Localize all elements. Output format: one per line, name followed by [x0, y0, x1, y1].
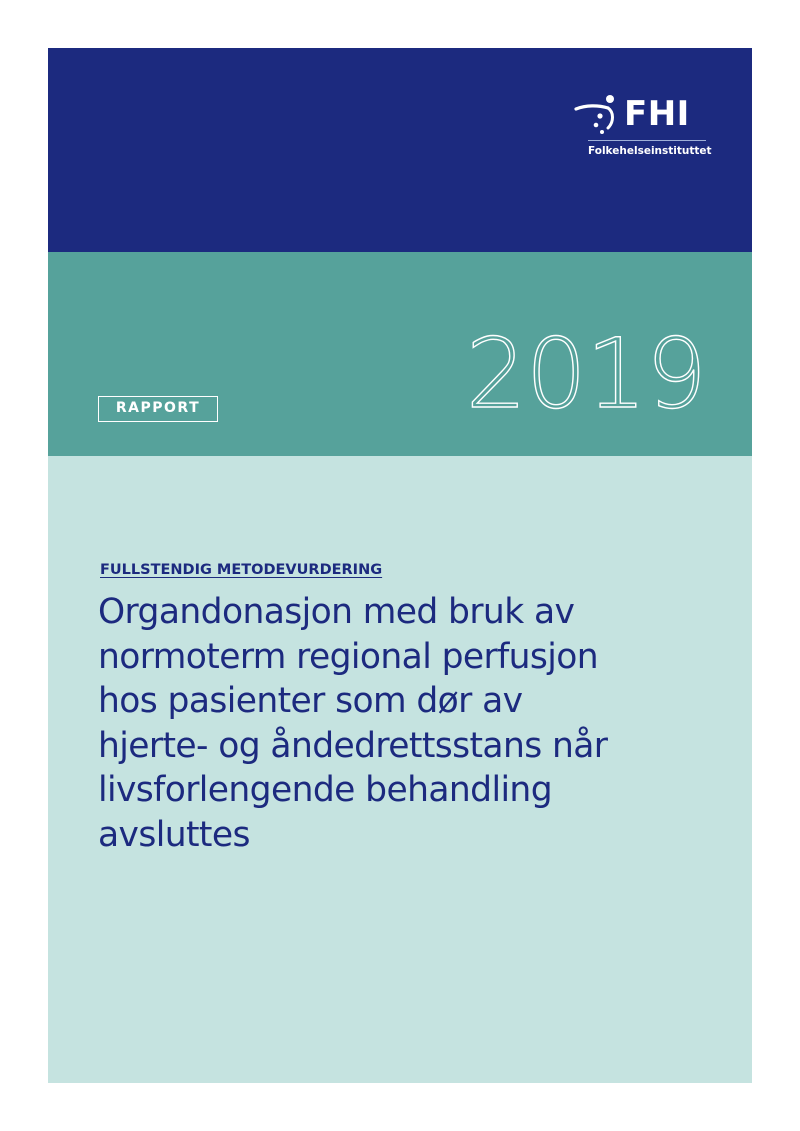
report-category: FULLSTENDIG METODEVURDERING [100, 562, 383, 578]
logo-institute-name: Folkehelseinstituttet [588, 145, 712, 157]
report-type-badge: RAPPORT [98, 396, 218, 422]
report-title [98, 590, 738, 857]
fhi-logo [572, 92, 712, 172]
title-line: livsforlengende behandling [98, 770, 552, 810]
logo-divider [588, 140, 706, 141]
fhi-figure-icon [572, 92, 624, 138]
header-band [48, 48, 752, 252]
title-line: hjerte- og åndedrettsstans når [98, 725, 608, 766]
title-line: hos pasienter som dør av [98, 681, 523, 721]
logo-wordmark: FHI [624, 94, 690, 134]
publication-year: 2019 [465, 318, 706, 430]
title-line: Organdonasjon med bruk av [98, 592, 575, 632]
report-cover [48, 48, 752, 1083]
title-line: normoterm regional perfusjon [98, 636, 599, 677]
title-line: avsluttes [98, 814, 250, 855]
